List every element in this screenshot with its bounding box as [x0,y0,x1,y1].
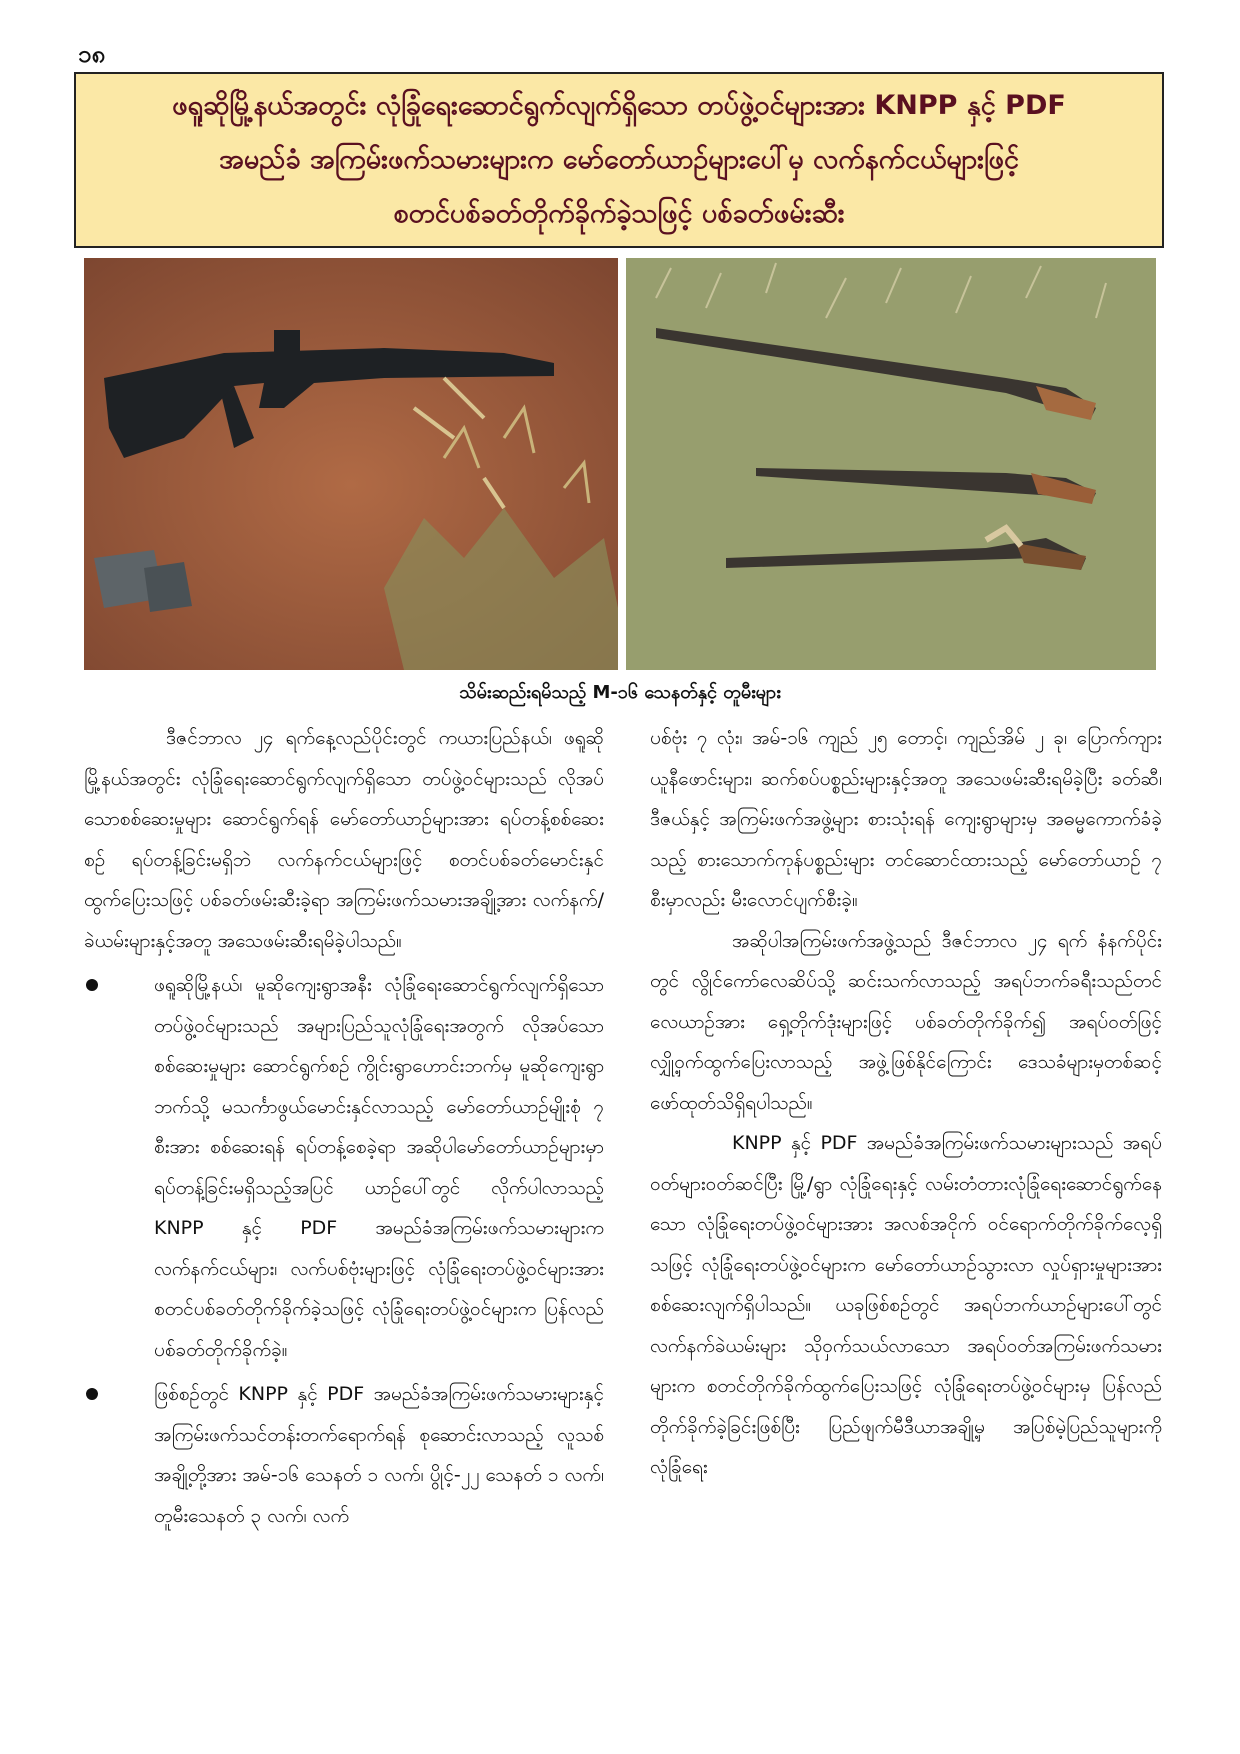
page-number: ၁၈ [78,40,106,68]
bullet-item [84,965,604,1370]
headline-line-1: ဖရူဆိုမြို့နယ်အတွင်း လုံခြုံရေးဆောင်ရွက်လျက်ရှိသော တပ်ဖွဲ့ဝင်များအား KNPP နှင့် PDF [172,90,1066,121]
headline-line-3: စတင်ပစ်ခတ်တိုက်ခိုက်ခဲ့သဖြင့် ပစ်ခတ်ဖမ်းဆီး [393,198,845,229]
bullet-icon [86,979,98,991]
right-paragraph-2: အဆိုပါအကြမ်းဖက်အဖွဲ့သည် ဒီဇင်ဘာလ ၂၄ ရက် နံနက်ပိုင်းတွင် လွိုင်ကော်လေဆိပ်သို့ ဆင်းသက်လာသည့် အရပ်ဘက်ခရီးသည်တင်လေယာဉ်အား ရှေ့တိုက်ဒုံးများဖြင့် ပစ်ခတ်တိုက်ခိုက်၍ အရပ်ဝတ်ဖြင့် လျှို့ဝှက်ထွက်ပြေးလာသည့် အဖွဲ့ဖြစ်နိုင်ကြောင်း ဒေသခံများမှတစ်ဆင့် ဖော်ထုတ်သိရှိရပါသည်။ [650,929,1162,1114]
right-paragraph-3: KNPP နှင့် PDF အမည်ခံအကြမ်းဖက်သမားများသည် အရပ်ဝတ်များဝတ်ဆင်ပြီး မြို့/ရွာ လုံခြုံရေးနှင့် လမ်းတံတားလုံခြုံရေးဆောင်ရွက်နေသော လုံခြုံရေးတပ်ဖွဲ့ဝင်များအား အလစ်အငိုက် ဝင်ရောက်တိုက်ခိုက်လေ့ရှိသဖြင့် လုံခြုံရေးတပ်ဖွဲ့ဝင်များက မော်တော်ယာဉ်သွားလာ လှုပ်ရှားမှုများအား စစ်ဆေးလျက်ရှိပါသည်။ ယခုဖြစ်စဉ်တွင် အရပ်ဘက်ယာဉ်များပေါ်တွင် လက်နက်ခဲယမ်းများ သိုဝှက်သယ်လာသော အရပ်ဝတ်အကြမ်းဖက်သမားများက စတင်တိုက်ခိုက်ထွက်ပြေးသဖြင့် လုံခြုံရေးတပ်ဖွဲ့ဝင်များမှ ပြန်လည်တိုက်ခိုက်ခဲ့ခြင်းဖြစ်ပြီး ပြည်ဖျက်မီဒီယာအချို့မှ အပြစ်မဲ့ပြည်သူများကို လုံခြုံရေး [650,1132,1162,1478]
hunting-rifles-illustration [626,258,1156,670]
bullet-text: ဖြစ်စဉ်တွင် KNPP နှင့် PDF အမည်ခံအကြမ်းဖက်သမားများနှင့် အကြမ်းဖက်သင်တန်းတက်ရောက်ရန် စုဆောင်းလာသည့် လူသစ်အချို့တို့အား အမ်-၁၆ သေနတ် ၁ လက်၊ ပွိုင့်-၂၂ သေနတ် ၁ လက်၊ တူမီးသေနတ် ၃ လက်၊ လက် [154,1383,604,1527]
bullet-text: ဖရူဆိုမြို့နယ်၊ မူဆိုကျေးရွာအနီး လုံခြုံရေးဆောင်ရွက်လျက်ရှိသော တပ်ဖွဲ့ဝင်များသည် အများပြည်သူလုံခြုံရေးအတွက် လိုအပ်သော စစ်ဆေးမှုများ ဆောင်ရွက်စဉ် ကွိုင်းရွာဟောင်းဘက်မှ မူဆိုကျေးရွာဘက်သို့ မသင်္ကာဖွယ်မောင်းနှင်လာသည့် မော်တော်ယာဉ်မျိုးစုံ ၇ စီးအား စစ်ဆေးရန် ရပ်တန့်စေခဲ့ရာ အဆိုပါမော်တော်ယာဉ်များမှာ ရပ်တန့်ခြင်းမရှိသည့်အပြင် ယာဉ်ပေါ်တွင် လိုက်ပါလာသည့် KNPP နှင့် PDF အမည်ခံအကြမ်းဖက်သမားများက လက်နက်ငယ်များ၊ လက်ပစ်ဗုံးများဖြင့် လုံခြုံရေးတပ်ဖွဲ့ဝင်များအား စတင်ပစ်ခတ်တိုက်ခိုက်ခဲ့သဖြင့် လုံခြုံရေးတပ်ဖွဲ့ဝင်များက ပြန်လည်ပစ်ခတ်တိုက်ခိုက်ခဲ့။ [154,974,604,1361]
headline-line-2: အမည်ခံ အကြမ်းဖက်သမားများက မော်တော်ယာဉ်များပေါ်မှ လက်နက်ငယ်များဖြင့် [219,144,1019,175]
headline-box [74,72,1164,248]
hunting-rifles-photo [626,258,1156,670]
m16-rifle-photo [84,258,618,670]
m16-rifle-illustration [84,258,618,670]
photo-caption: သိမ်းဆည်းရမိသည့် M-၁၆ သေနတ်နှင့် တူမီးများ [459,682,781,703]
intro-paragraph: ဒီဇင်ဘာလ ၂၄ ရက်နေ့လည်ပိုင်းတွင် ကယားပြည်နယ်၊ ဖရူဆိုမြို့နယ်အတွင်း လုံခြုံရေးဆောင်ရွက်လျက်ရှိသော တပ်ဖွဲ့ဝင်များသည် လိုအပ်သောစစ်ဆေးမှုများ ဆောင်ရွက်ရန် မော်တော်ယာဉ်များအား ရပ်တန့်စစ်ဆေးစဉ် ရပ်တန့်ခြင်းမရှိဘဲ လက်နက်ငယ်များဖြင့် စတင်ပစ်ခတ်မောင်းနှင်ထွက်ပြေးသဖြင့် ပစ်ခတ်ဖမ်းဆီးခဲ့ရာ အကြမ်းဖက်သမားအချို့အား လက်နက်/ခဲယမ်းများနှင့်အတူ အသေဖမ်းဆီးရမိခဲ့ပါသည်။ [84,727,604,952]
bullet-list [84,965,604,1536]
bullet-item [84,1374,604,1536]
photo-strip [84,258,1156,670]
left-column [84,718,604,1536]
right-paragraph-1: ပစ်ဗုံး ၇ လုံး၊ အမ်-၁၆ ကျည် ၂၅ တောင့်၊ ကျည်အိမ် ၂ ခု၊ ပြောက်ကျားယူနီဖောင်းများ၊ ဆက်စပ်ပစ္စည်းများနှင့်အတူ အသေဖမ်းဆီးရမိခဲ့ပြီး ခတ်ဆီ၊ ဒီဇယ်နှင့် အကြမ်းဖက်အဖွဲ့များ စားသုံးရန် ကျေးရွာများမှ အဓမ္မကောက်ခံခဲ့သည့် စားသောက်ကုန်ပစ္စည်းများ တင်ဆောင်ထားသည့် မော်တော်ယာဉ် ၇ စီးမှာလည်း မီးလောင်ပျက်စီးခဲ့။ [650,727,1162,911]
bullet-icon [86,1388,98,1400]
right-column [650,718,1162,1488]
